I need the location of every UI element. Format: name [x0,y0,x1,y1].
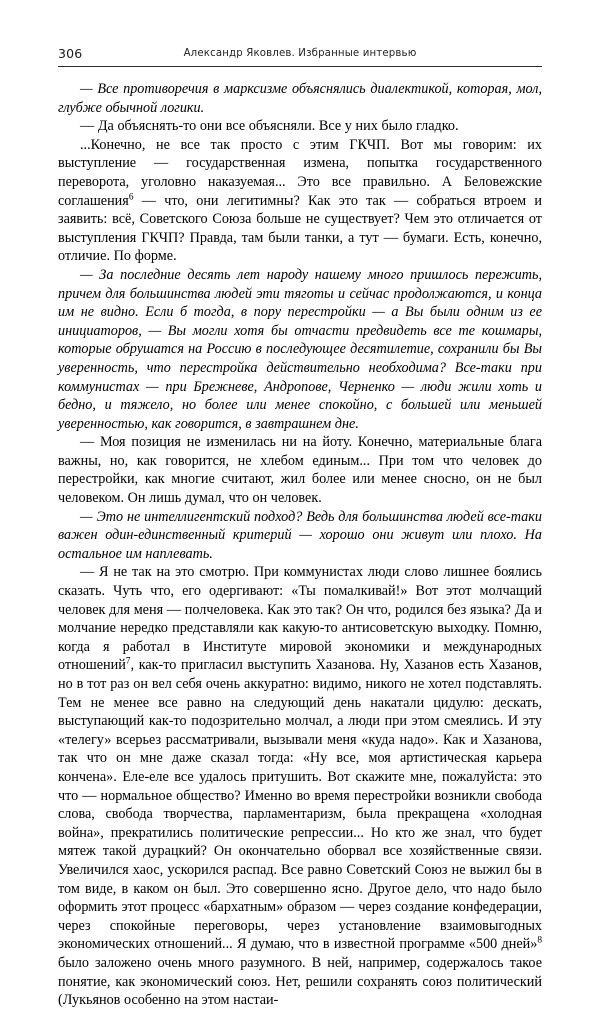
footnote-marker-8: 8 [537,935,542,946]
footnote-marker-7: 7 [125,656,131,667]
paragraph-text-run: — Я не так на это смотрю. При коммунистах люди слово лишнее боялись сказать. Чуть что, его одергивают: «Ты помалкивай!» Вот этот молчащий человек для меня — полчеловека. Как это так? Он что, родился без языка? Да и молчание нередко представляли как какую-то антисоветскую выходку. Помню, когда я работал в Институте мировой экономики и международных отношений [58,564,542,674]
body-text-block [58,80,542,1010]
paragraph-answer-1: — Да объяснять-то они все объясняли. Все у них было гладко. [80,118,459,135]
running-head [58,46,542,68]
paragraph-question-3: — Это не интеллигентский подход? Ведь для большинства людей все-таки важен один-единственный критерий — хорошо они живут или плохо. На остальное им наплевать. [58,508,542,562]
paragraph-text-before-footnote: ...Конечно, не все так просто с этим ГКЧП. Вот мы говорим: их выступление — государственная измена, попытка государственного переворота, уголовно наказуемая... Это все правильно. А Беловежские соглашения [58,136,542,209]
footnote-marker-6: 6 [128,191,134,202]
paragraph-answer-3: — Моя позиция не изменилась ни на йоту. Конечно, материальные блага важны, но, как говорится, не хлебом единым... При том что человек до перестройки, как многие считают, жил более или менее сносно, он не был человеком. Он лишь думал, что он человек. [58,434,542,507]
paragraph-question-2: — За последние десять лет народу нашему много пришлось пережить, причем для большинства людей эти тяготы и сейчас продолжаются, и конца им не видно. Если б тогда, в пору перестройки — а Вы были одним из ее инициаторов, — Вы могли хотя бы отчасти предвидеть все те кошмары, которые обрушатся на Россию в последующее десятилетие, сохранили бы Вы уверенность, что перестройка действительно необходима? Все-таки при коммунистах — при Брежневе, Андропове, Черненко — люди жили хоть и бедно, и тяжело, но более или менее спокойно, с большей или меньшей уверенностью, как говорится, в завтрашнем дне. [58,266,542,432]
paragraph-text-after-footnote: — что, они легитимны? Как это так — собраться втроем и заявить: всё, Советского Союза больше не существует? Чем это отличается от выступления ГКЧП? Правда, там были танки, а тут — бумаги. Есть, конечно, отличие. По форме. [58,192,542,265]
paragraph-question-1: — Все противоречия в марксизме объяснялись диалектикой, которая, мол, глубже обычной логики. [58,81,542,116]
paragraph-text-run: было заложено очень много разумного. В ней, например, содержалось такое понятие, как экономический союз. Нет, решили сохранять союз политический (Лукьянов особенно на этом настаи- [58,954,542,1009]
header-rule [58,66,542,67]
paragraph-answer-2 [58,136,542,266]
running-head-title: Александр Яковлев. Избранные интервью [183,48,417,59]
paragraph-text-run: , как-то пригласил выступить Хазанова. Ну, Хазанов есть Хазанов, но в тот раз он вел себя очень аккуратно: видимо, никого не хотел подставлять. Тем не менее все равно на следующий день накатали цидулю: дескать, выступающий как-то подозрительно молчал, а люди при этом смеялись. И эту «телегу» всерьез рассматривали, вызывали меня «куда надо». Как и Хазанова, так что он мне даже сказал тогда: «Ну все, моя артистическая карьера кончена». Еле-еле все удалось притушить. Вот скажите мне, пожалуйста: это что — нормальное общество? Именно во время перестройки возникли свобода слова, свобода творчества, парламентаризм, была прекращена «холодная война», прекратились политические репрессии... Но кто же знал, что будет мятеж такой дурацкий? Он окончательно оборвал все хозяйственные связи. Увеличился хаос, ускорился распад. Все равно Советский Союз не выжил бы в том виде, в каком он был. Это совершенно ясно. Другое дело, что надо было оформить этот процесс «бархатным» образом — через создание конфедерации, через спокойные переговоры, через установление взаимовыгодных экономических отношений... Я думаю, что в известной программе «500 дней» [58,657,542,953]
page-number: 306 [58,46,83,61]
paragraph-answer-4 [58,563,542,1009]
